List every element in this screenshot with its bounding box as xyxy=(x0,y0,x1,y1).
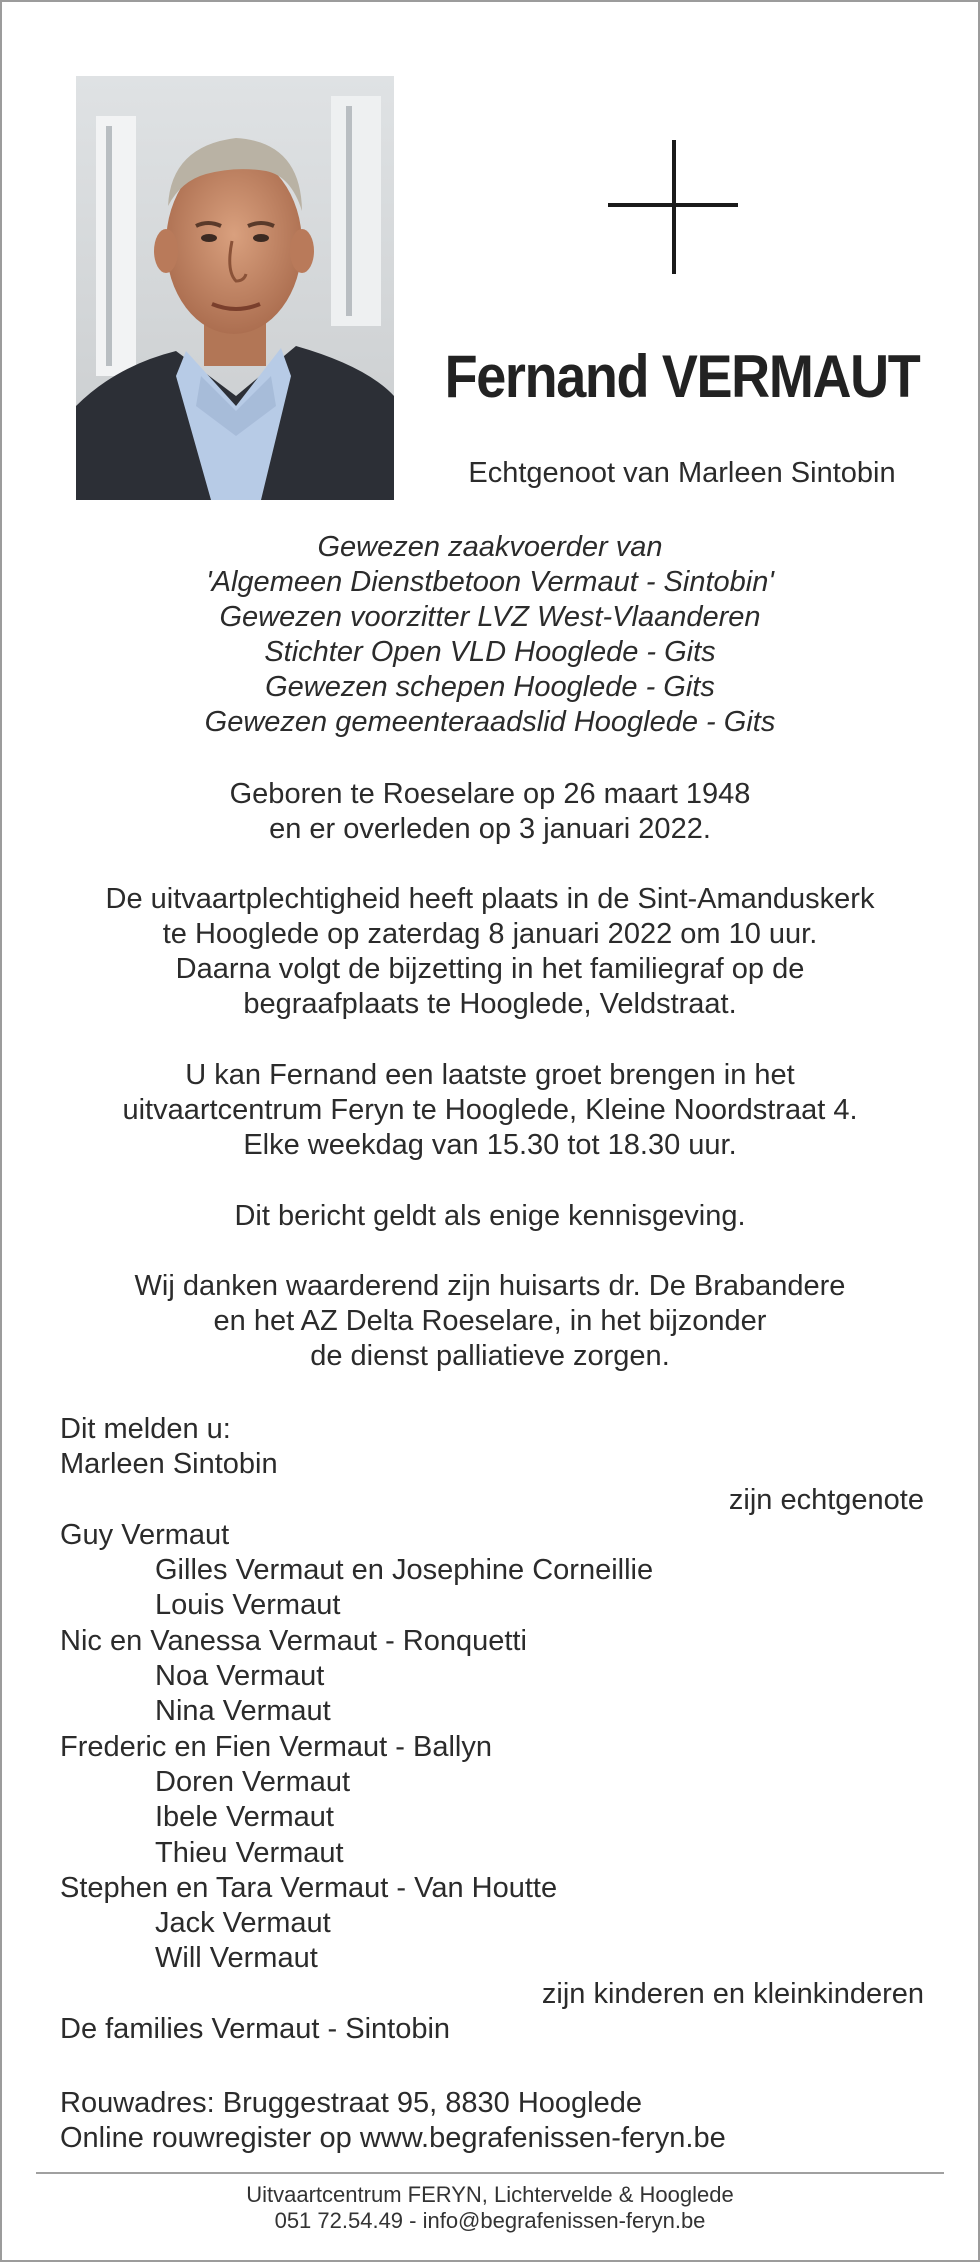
visitation-line: uitvaartcentrum Feryn te Hooglede, Kleine Noordstraat 4. xyxy=(122,1094,858,1126)
ceremony-line: te Hooglede op zaterdag 8 januari 2022 om 10 uur. xyxy=(162,918,818,950)
visitation-line: U kan Fernand een laatste groet brengen in het xyxy=(185,1059,795,1091)
cross-icon xyxy=(608,140,738,274)
online-register[interactable]: Online rouwregister op www.begrafenissen-feryn.be xyxy=(60,2122,726,2154)
family-grandchild: Thieu Vermaut xyxy=(155,1836,344,1869)
ceremony-line: Daarna volgt de bijzetting in het familiegraf op de xyxy=(175,953,805,985)
family-grandchild: Will Vermaut xyxy=(155,1942,318,1975)
family-member: Frederic en Fien Vermaut - Ballyn xyxy=(60,1730,492,1763)
birth-death-block xyxy=(2,777,978,847)
funeral-home-contact[interactable]: 051 72.54.49 - info@begrafenissen-feryn.be xyxy=(274,2208,706,2233)
family-grandchild: Ibele Vermaut xyxy=(155,1801,334,1834)
family-role: zijn kinderen en kleinkinderen xyxy=(541,1977,924,2010)
visitation-line: Elke weekdag van 15.30 tot 18.30 uur. xyxy=(243,1129,737,1161)
family-member: Stephen en Tara Vermaut - Van Houtte xyxy=(60,1871,558,1904)
footer-divider xyxy=(36,2172,944,2174)
notice-block xyxy=(2,1199,978,1234)
family-grandchild: Doren Vermaut xyxy=(155,1765,351,1798)
thanks-line: en het AZ Delta Roeselare, in het bijzonder xyxy=(213,1305,767,1337)
family-intro: Dit melden u: xyxy=(60,1413,231,1445)
career-line: Gewezen voorzitter LVZ West-Vlaanderen xyxy=(219,601,761,633)
thanks-line: Wij danken waarderend zijn huisarts dr. De Brabandere xyxy=(134,1270,846,1302)
ceremony-block xyxy=(2,882,978,1022)
family-member: Nic en Vanessa Vermaut - Ronquetti xyxy=(60,1624,527,1657)
career-line: Gewezen gemeenteraadslid Hooglede - Gits xyxy=(204,706,776,738)
funeral-home-footer xyxy=(2,2182,978,2234)
family-grandchild: Louis Vermaut xyxy=(155,1589,341,1622)
visitation-block xyxy=(2,1058,978,1163)
notice-line: Dit bericht geldt als enige kennisgeving. xyxy=(234,1200,746,1232)
family-grandchild: Nina Vermaut xyxy=(155,1695,331,1728)
career-line: 'Algemeen Dienstbetoon Vermaut - Sintobin' xyxy=(206,566,774,598)
career-line: Stichter Open VLD Hooglede - Gits xyxy=(264,636,716,668)
ceremony-line: De uitvaartplechtigheid heeft plaats in de Sint-Amanduskerk xyxy=(105,883,875,915)
family-grandchild: Noa Vermaut xyxy=(155,1660,325,1693)
family-grandchild: Gilles Vermaut en Josephine Corneillie xyxy=(155,1554,654,1587)
birth-line: Geboren te Roeselare op 26 maart 1948 xyxy=(229,778,751,810)
career-line: Gewezen schepen Hooglede - Gits xyxy=(265,671,715,703)
ceremony-line: begraafplaats te Hooglede, Veldstraat. xyxy=(243,988,737,1020)
career-block xyxy=(2,530,978,740)
death-line: en er overleden op 3 januari 2022. xyxy=(269,813,711,845)
thanks-block xyxy=(2,1269,978,1374)
family-list xyxy=(60,1412,924,2047)
thanks-line: de dienst palliatieve zorgen. xyxy=(310,1340,670,1372)
family-role: zijn echtgenote xyxy=(728,1483,924,1516)
deceased-name: Fernand VERMAUT xyxy=(444,343,920,410)
contact-block xyxy=(60,2086,726,2156)
family-member: Marleen Sintobin xyxy=(60,1448,278,1481)
spouse-line: Echtgenoot van Marleen Sintobin xyxy=(468,457,896,489)
mourning-address: Rouwadres: Bruggestraat 95, 8830 Hooglede xyxy=(60,2087,642,2119)
family-member: Guy Vermaut xyxy=(60,1518,230,1551)
funeral-home-name: Uitvaartcentrum FERYN, Lichtervelde & Hooglede xyxy=(246,2182,734,2207)
family-grandchild: Jack Vermaut xyxy=(155,1907,331,1940)
family-member: De families Vermaut - Sintobin xyxy=(60,2013,451,2046)
portrait-photo xyxy=(76,76,394,500)
career-line: Gewezen zaakvoerder van xyxy=(317,531,663,563)
